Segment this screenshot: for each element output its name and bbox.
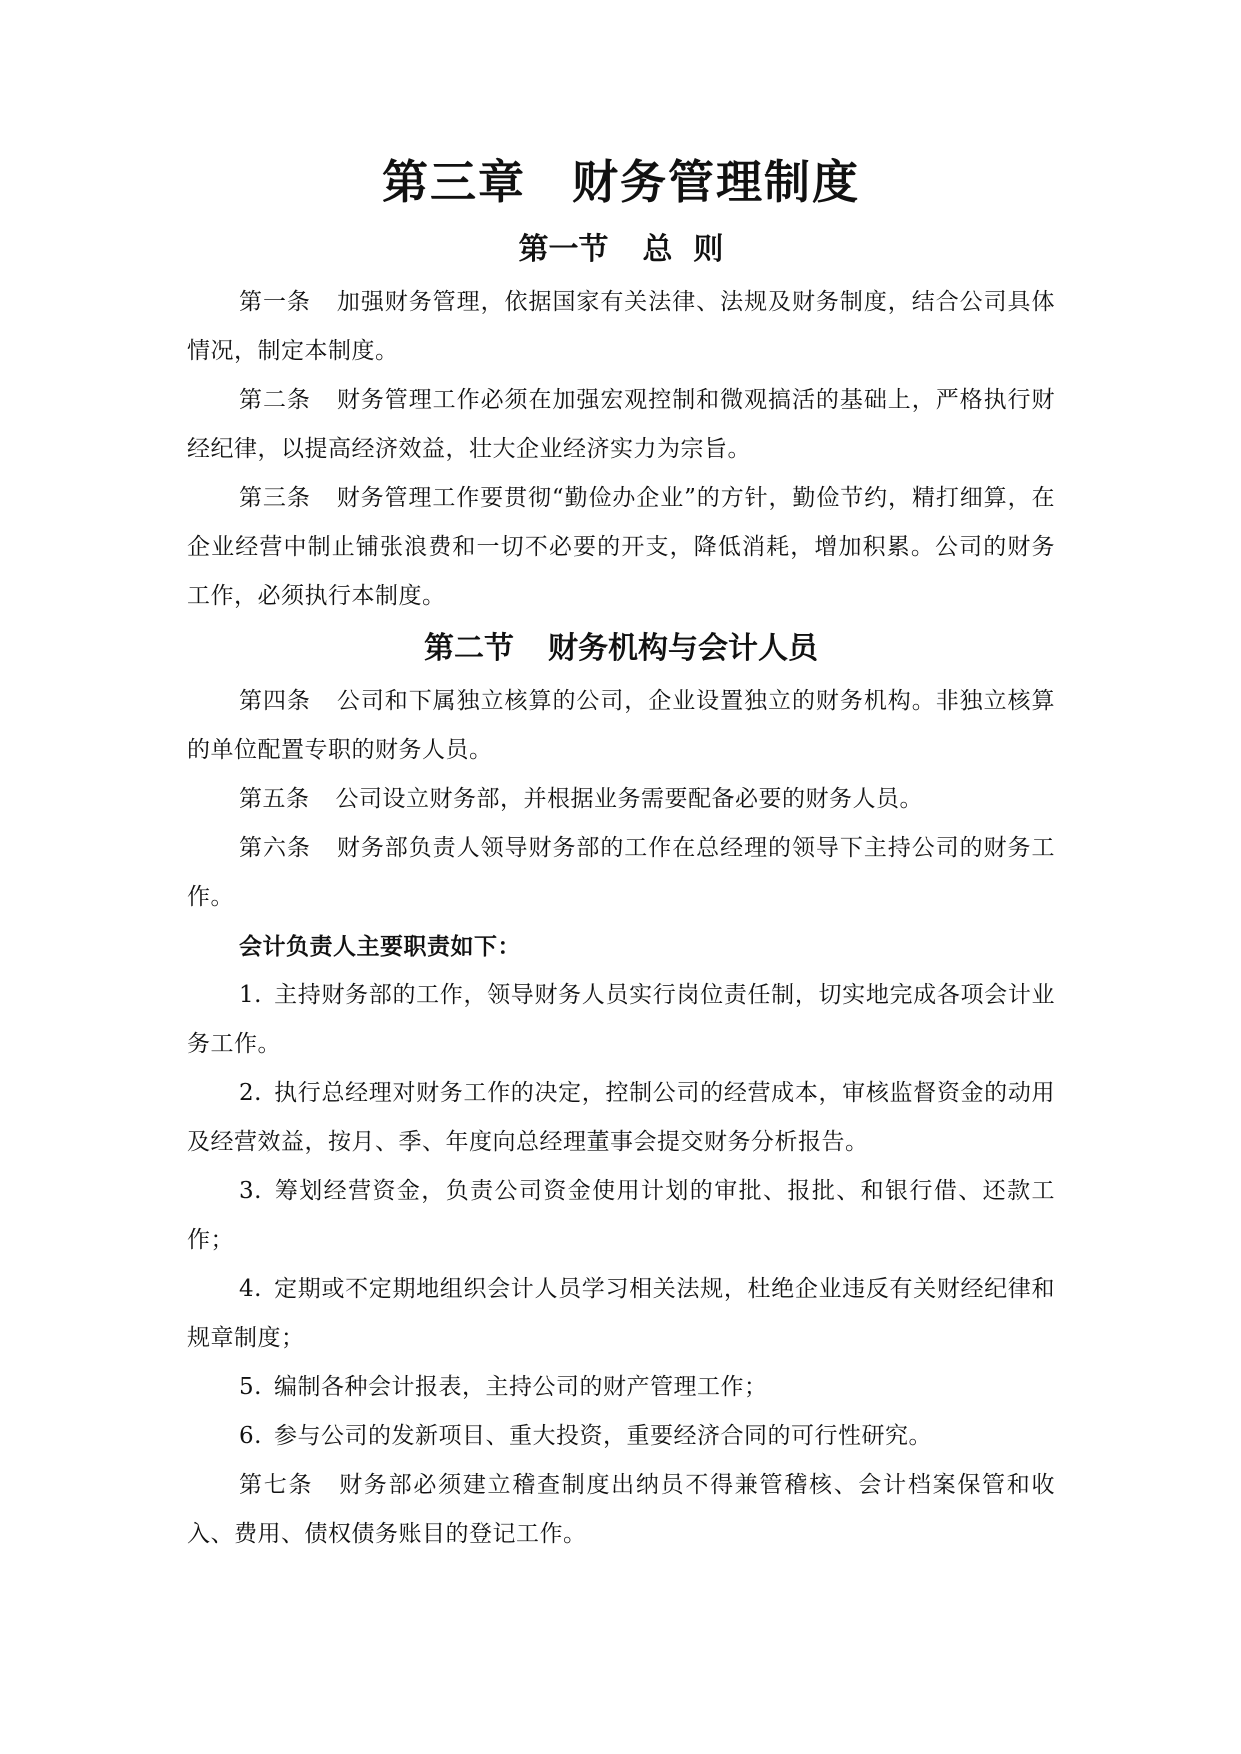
duty-number: 6. xyxy=(239,1423,262,1449)
section-title-1 xyxy=(187,226,1055,274)
duty-number: 4. xyxy=(239,1276,262,1302)
article-text: 公司和下属独立核算的公司，企业设置独立的财务机构。非独立核算的单位配置专职的财务人员。 xyxy=(187,688,1055,763)
article-text: 财务管理工作必须在加强宏观控制和微观搞活的基础上，严格执行财经纪律，以提高经济效益，壮大企业经济实力为宗旨。 xyxy=(187,387,1055,462)
duty-text: 执行总经理对财务工作的决定，控制公司的经营成本，审核监督资金的动用及经营效益，按月、季、年度向总经理董事会提交财务分析报告。 xyxy=(187,1080,1055,1155)
article-text: 财务部负责人领导财务部的工作在总经理的领导下主持公司的财务工作。 xyxy=(187,835,1055,910)
section-title-2 xyxy=(187,625,1055,673)
duties-heading: 会计负责人主要职责如下： xyxy=(239,933,521,960)
article-6 xyxy=(187,824,1055,922)
duty-text: 筹划经营资金，负责公司资金使用计划的审批、报批、和银行借、还款工作； xyxy=(187,1178,1055,1253)
chapter-number: 第三章 xyxy=(382,155,526,209)
article-3 xyxy=(187,474,1055,621)
chapter-name: 财务管理制度 xyxy=(572,155,860,209)
article-5 xyxy=(187,775,1055,824)
document-page xyxy=(187,150,1055,1559)
duty-text: 参与公司的发新项目、重大投资，重要经济合同的可行性研究。 xyxy=(273,1423,932,1449)
duty-text: 编制各种会计报表，主持公司的财产管理工作； xyxy=(273,1374,768,1400)
article-2 xyxy=(187,376,1055,474)
article-4 xyxy=(187,677,1055,775)
article-text: 公司设立财务部，并根据业务需要配备必要的财务人员。 xyxy=(335,786,923,812)
article-7 xyxy=(187,1461,1055,1559)
section-number: 第一节 xyxy=(518,232,609,267)
article-lead: 第六条 xyxy=(239,835,311,861)
article-text: 加强财务管理，依据国家有关法律、法规及财务制度，结合公司具体情况，制定本制度。 xyxy=(187,289,1055,364)
article-lead: 第三条 xyxy=(239,485,311,511)
duty-number: 1. xyxy=(239,982,262,1008)
section-name: 总 则 xyxy=(642,232,724,267)
article-lead: 第四条 xyxy=(239,688,311,714)
article-1 xyxy=(187,278,1055,376)
article-text: 财务部必须建立稽查制度出纳员不得兼管稽核、会计档案保管和收入、费用、债权债务账目的登记工作。 xyxy=(187,1472,1056,1547)
article-text: 财务管理工作要贯彻“勤俭办企业”的方针，勤俭节约，精打细算，在企业经营中制止铺张浪费和一切不必要的开支，降低消耗，增加积累。公司的财务工作，必须执行本制度。 xyxy=(187,485,1055,609)
article-lead: 第五条 xyxy=(239,786,310,812)
article-lead: 第二条 xyxy=(239,387,311,413)
duty-number: 3. xyxy=(239,1178,262,1204)
duty-item-5 xyxy=(187,1363,1055,1412)
section-number: 第二节 xyxy=(424,631,514,666)
duty-number: 5. xyxy=(239,1374,262,1400)
duty-item-4 xyxy=(187,1265,1055,1363)
duty-text: 主持财务部的工作，领导财务人员实行岗位责任制，切实地完成各项会计业务工作。 xyxy=(187,982,1055,1057)
duty-item-1 xyxy=(187,971,1055,1069)
section-name: 财务机构与会计人员 xyxy=(548,631,818,666)
article-lead: 第七条 xyxy=(239,1472,314,1498)
duty-item-3 xyxy=(187,1167,1055,1265)
duty-item-2 xyxy=(187,1069,1055,1167)
duty-item-6 xyxy=(187,1412,1055,1461)
article-lead: 第一条 xyxy=(239,289,311,315)
duty-number: 2. xyxy=(239,1080,262,1106)
chapter-title xyxy=(187,150,1055,214)
duty-text: 定期或不定期地组织会计人员学习相关法规，杜绝企业违反有关财经纪律和规章制度； xyxy=(187,1276,1055,1351)
